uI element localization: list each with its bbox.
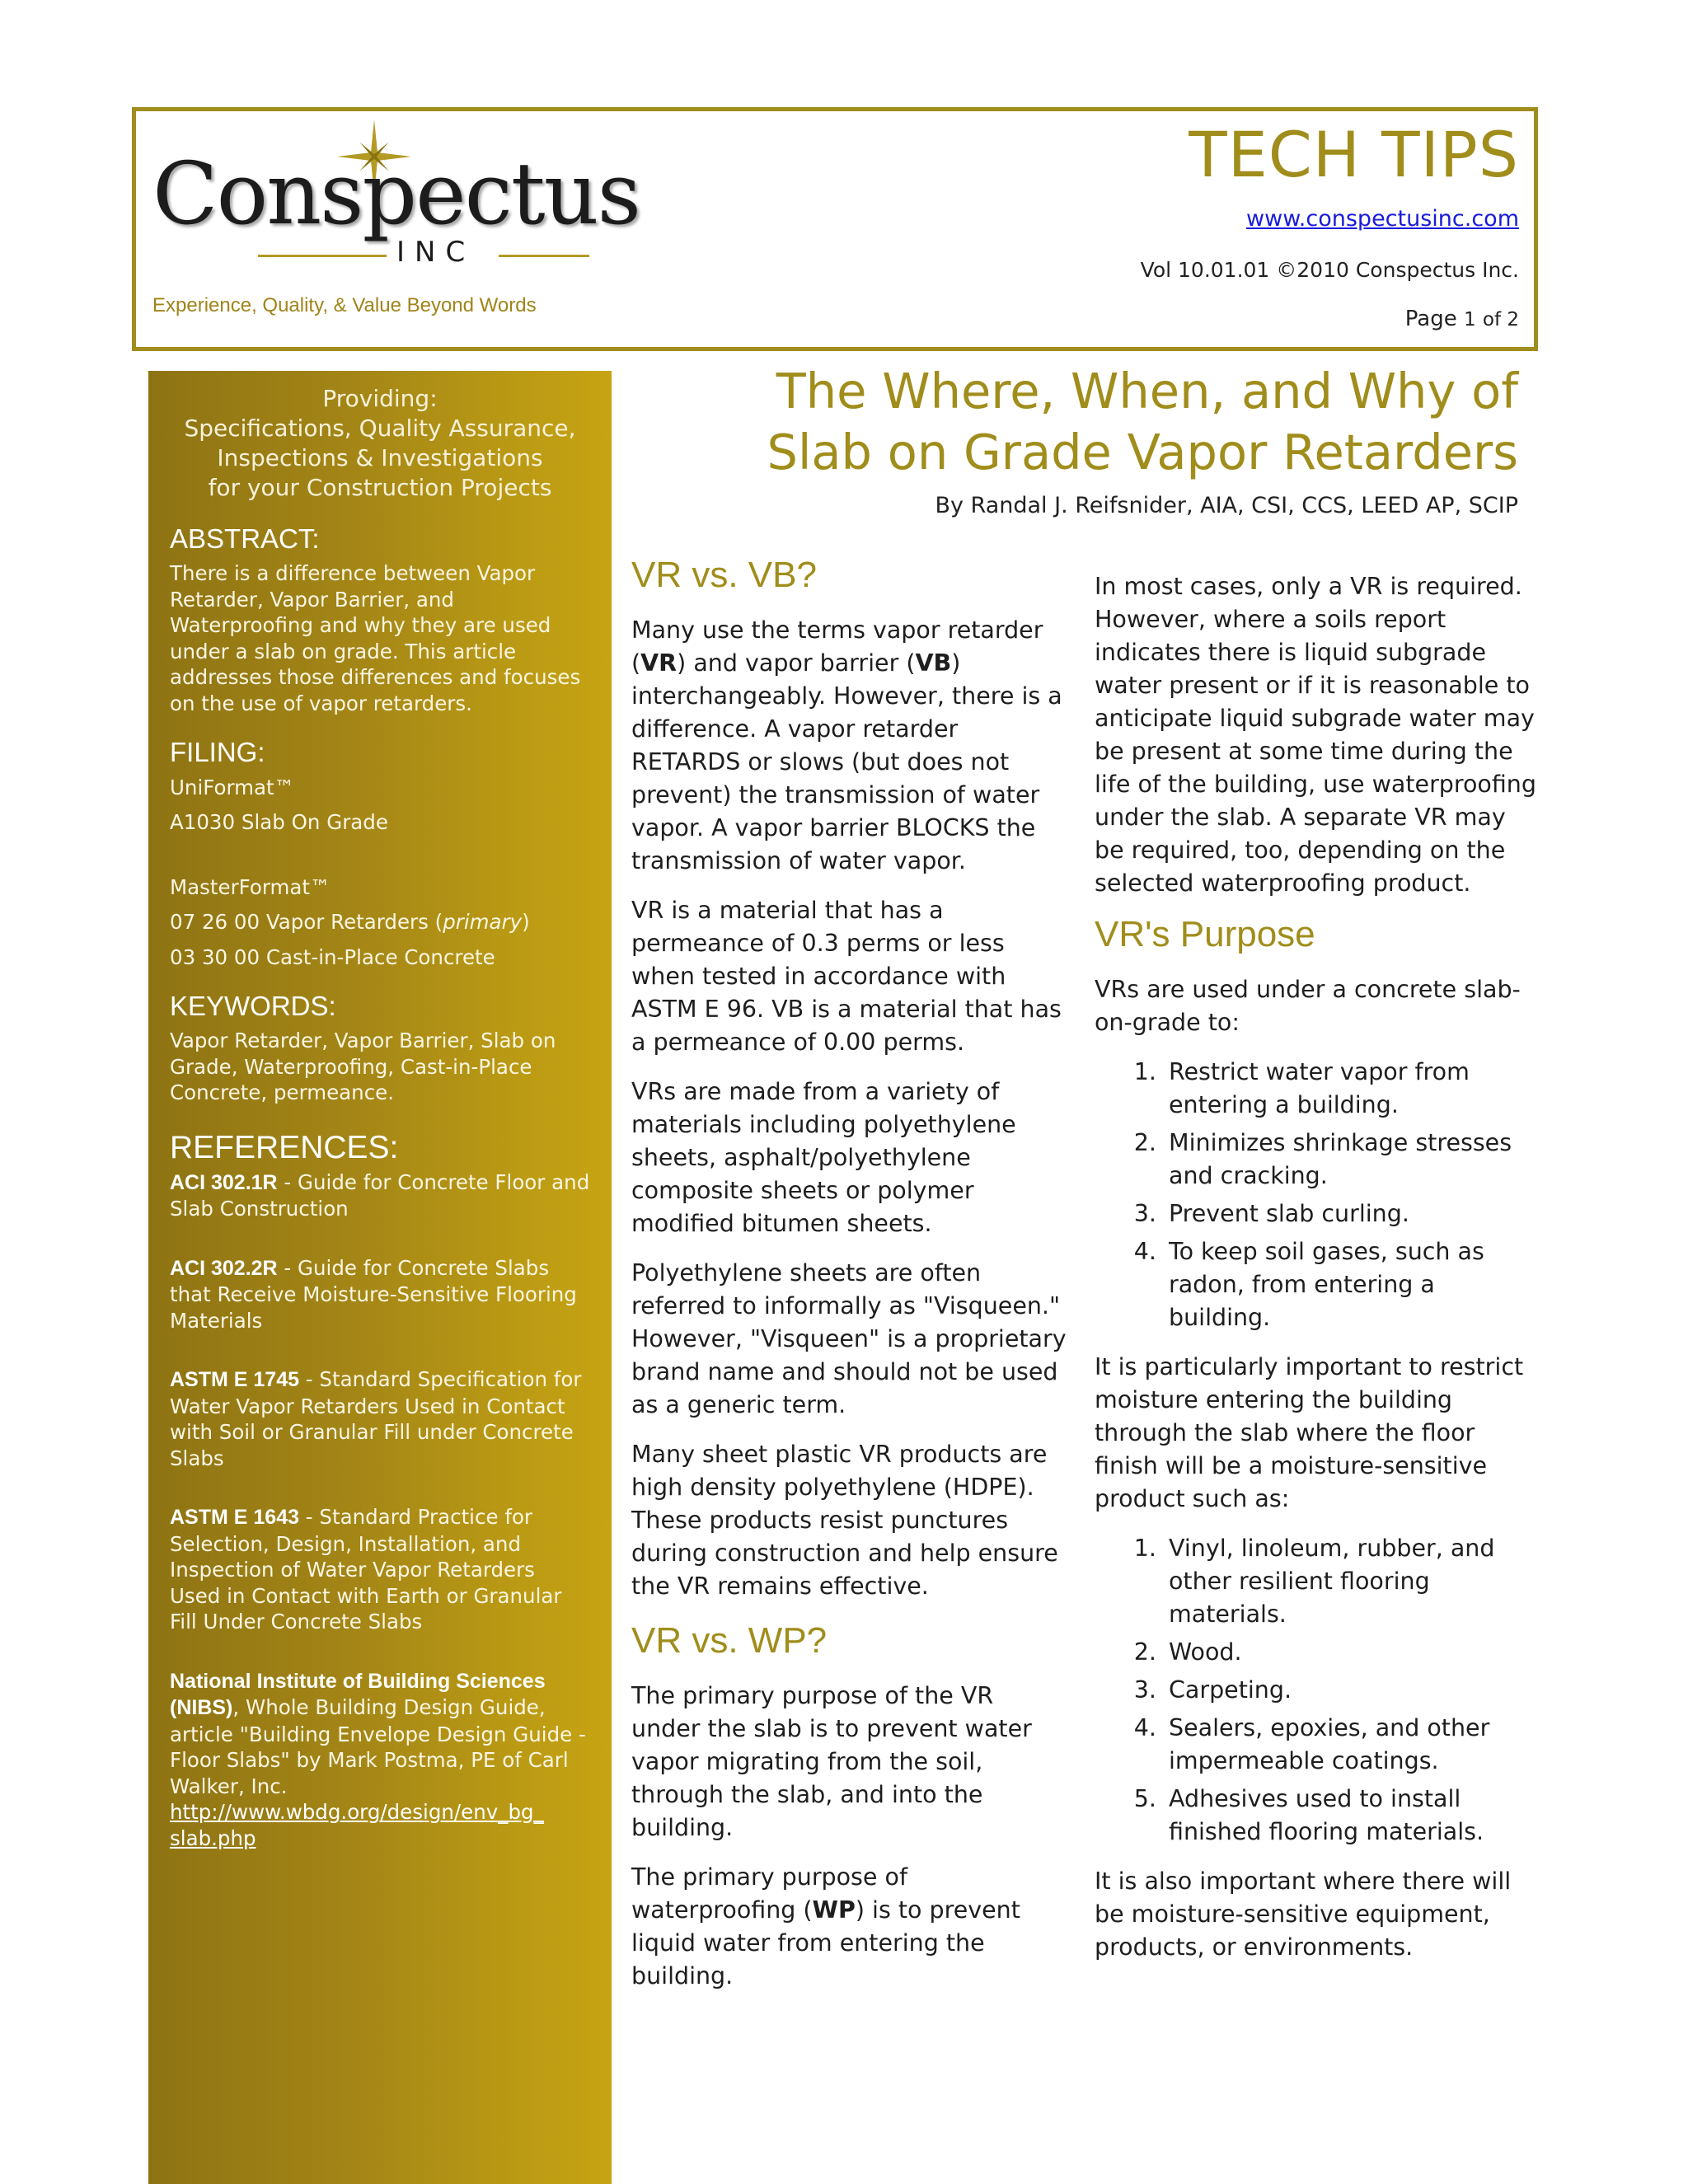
keywords-text: Vapor Retarder, Vapor Barrier, Slab on Grade, Waterproofing, Cast-in-Place Concrete, permeance. xyxy=(170,1029,556,1105)
paragraph: VRs are made from a variety of materials including polyethylene sheets, asphalt/polyethylene composite sheets or polymer modified bitumen sheets. xyxy=(631,1077,1016,1237)
filing-masterformat: MasterFormat™ xyxy=(170,874,331,899)
filing-uniformat-item: A1030 Slab On Grade xyxy=(170,810,388,835)
list-item: 3. Carpeting. xyxy=(1164,1674,1540,1707)
paragraph: Many use the terms vapor retarder (VR) and vapor barrier (VB) interchangeably. However, there is a difference. A vapor retarder RETARDS or slows (but does not prevent) the transmission of water vapor. A vapor barrier BLOCKS the transmission of water vapor. xyxy=(631,616,1062,874)
list-item: 2. Minimizes shrinkage stresses and cracking. xyxy=(1164,1127,1540,1193)
logo-wordmark: Conspectus xyxy=(152,143,640,244)
article-column-left xyxy=(631,554,1068,2009)
providing-line: for your Construction Projects xyxy=(208,474,552,501)
providing-line: Providing: xyxy=(322,385,438,412)
reference-item: ACI 302.1R - Guide for Concrete Floor and Slab Construction xyxy=(170,1169,590,1221)
reference-item: ACI 302.2R - Guide for Concrete Slabs that Receive Moisture-Sensitive Flooring Materials xyxy=(170,1255,577,1333)
section-heading-vr-purpose: VR's Purpose xyxy=(1095,914,1315,954)
reference-item: ASTM E 1643 - Standard Practice for Selection, Design, Installation, and Inspection of Water Vapor Retarders Used in Contact with Earth or Granular Fill Under Concrete Slabs xyxy=(170,1505,562,1634)
title-line: Slab on Grade Vapor Retarders xyxy=(767,424,1518,480)
list-item: 1. Restrict water vapor from entering a building. xyxy=(1164,1056,1540,1122)
filing-uniformat: UniFormat™ xyxy=(170,775,295,799)
purpose-list xyxy=(1095,1056,1540,1334)
title-line: The Where, When, and Why of xyxy=(776,363,1518,419)
references-heading: REFERENCES: xyxy=(170,1129,399,1165)
providing-line: Specifications, Quality Assurance, xyxy=(184,415,576,442)
paragraph: It is also important where there will be moisture-sensitive equipment, products, or environments. xyxy=(1095,1867,1512,1961)
abstract-text: There is a difference between Vapor Retarder, Vapor Barrier, and Waterproofing and why they are used under a slab on grade. This article addresses those differences and focuses on the use of vapor retarders. xyxy=(170,561,581,715)
providing-line: Inspections & Investigations xyxy=(217,444,543,471)
reference-item: ASTM E 1745 - Standard Specification for Water Vapor Retarders Used in Contact with Soil or Granular Fill under Concrete Slabs xyxy=(170,1367,582,1470)
abstract-heading: ABSTRACT: xyxy=(170,523,320,554)
flooring-list xyxy=(1095,1532,1540,1849)
filing-mf-item-1: 07 26 00 Vapor Retarders (primary) xyxy=(170,910,530,935)
list-item: 3. Prevent slab curling. xyxy=(1164,1197,1540,1230)
reference-item: National Institute of Building Sciences (NIBS), Whole Building Design Guide, article "Building Envelope Design Guide - Floor Slabs" by Mark Postma, PE of Carl Walker, Inc. http://www.wbdg.org/design/env_bg_ slab.php xyxy=(170,1669,586,1850)
paragraph: The primary purpose of the VR under the slab is to prevent water vapor migrating from the soil, through the slab, and into the building. xyxy=(631,1681,1032,1841)
sidebar xyxy=(148,371,612,2184)
section-heading-vr-vs-wp: VR vs. WP? xyxy=(631,1619,828,1661)
volume-info: Vol 10.01.01 ©2010 Conspectus Inc. xyxy=(1140,258,1519,282)
page-total: of 2 xyxy=(1482,309,1519,330)
logo-rule-right xyxy=(499,255,589,257)
page-label: Page xyxy=(1404,307,1457,331)
filing-heading: FILING: xyxy=(170,737,265,768)
header-box xyxy=(132,107,1538,351)
paragraph: VRs are used under a concrete slab-on-grade to: xyxy=(1095,975,1521,1036)
section-heading-vr-vs-vb: VR vs. VB? xyxy=(631,555,817,595)
logo-sub: INC xyxy=(396,236,476,269)
article-title xyxy=(767,361,1518,483)
byline: By Randal J. Reifsnider, AIA, CSI, CCS, LEED AP, SCIP xyxy=(935,493,1518,518)
providing-block xyxy=(170,384,590,503)
website-link[interactable]: www.conspectusinc.com xyxy=(1246,206,1519,232)
logo-rule-left xyxy=(258,255,387,257)
article-column-right xyxy=(1095,570,1540,1980)
list-item: 4. Sealers, epoxies, and other impermeable coatings. xyxy=(1164,1712,1540,1778)
doc-type-title: TECH TIPS xyxy=(1189,118,1519,191)
reference-link[interactable]: http://www.wbdg.org/design/env_bg_ slab.php xyxy=(170,1800,544,1850)
paragraph: VR is a material that has a permeance of 0.3 perms or less when tested in accordance with ASTM E 96. VB is a material that has a permeance of 0.00 perms. xyxy=(631,896,1062,1056)
company-logo xyxy=(152,126,640,373)
page-number: 1 xyxy=(1463,309,1476,330)
paragraph: Polyethylene sheets are often referred to informally as "Visqueen." However, "Visqueen" is a proprietary brand name and should not be used as a generic term. xyxy=(631,1258,1067,1418)
paragraph: Many sheet plastic VR products are high density polyethylene (HDPE). These products resist punctures during construction and help ensure the VR remains effective. xyxy=(631,1440,1058,1600)
filing-mf-item-2: 03 30 00 Cast-in-Place Concrete xyxy=(170,944,495,969)
paragraph: It is particularly important to restrict moisture entering the building through the slab where the floor finish will be a moisture-sensitive product such as: xyxy=(1095,1352,1524,1512)
list-item: 4. To keep soil gases, such as radon, from entering a building. xyxy=(1164,1235,1540,1334)
list-item: 5. Adhesives used to install finished flooring materials. xyxy=(1164,1783,1540,1849)
page-indicator xyxy=(1405,307,1519,331)
list-item: 1. Vinyl, linoleum, rubber, and other resilient flooring materials. xyxy=(1164,1532,1540,1631)
tagline: Experience, Quality, & Value Beyond Words xyxy=(152,294,537,316)
list-item: 2. Wood. xyxy=(1164,1636,1540,1669)
keywords-heading: KEYWORDS: xyxy=(170,991,336,1022)
paragraph: The primary purpose of waterproofing (WP) is to prevent liquid water from entering the building. xyxy=(631,1863,1020,1990)
paragraph: In most cases, only a VR is required. However, where a soils report indicates there is liquid subgrade water present or if it is reasonable to anticipate liquid subgrade water may be present at some time during the life of the building, use waterproofing under the slab. A separate VR may be required, too, depending on the selected waterproofing product. xyxy=(1095,573,1536,897)
